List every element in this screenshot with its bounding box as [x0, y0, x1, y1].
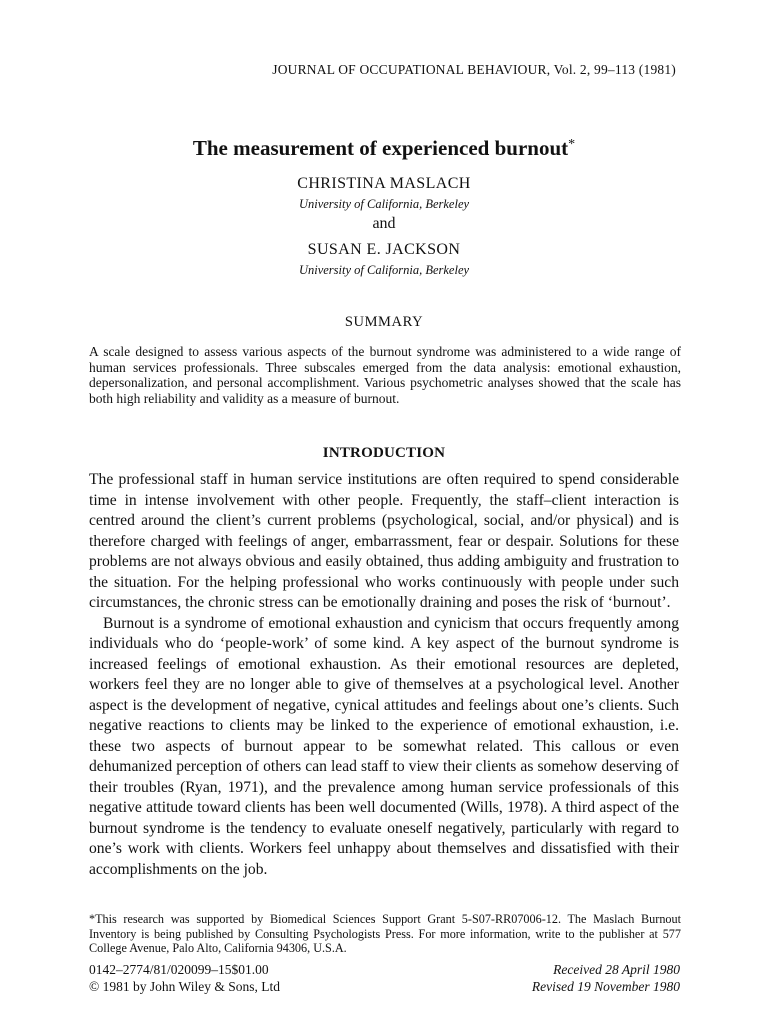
- author-affiliation-2: University of California, Berkeley: [298, 263, 470, 277]
- title-footnote-mark: *: [568, 137, 576, 152]
- summary-text: A scale designed to assess various aspects of the burnout syndrome was administered to a wide range of human services professionals. Three subscales emerged from the data analysis: emotional exhaustion, depersonalization, and personal accomplishment. Various psychometric analyses showed that the scale has both high reliability and validity as a measure of burnout.: [89, 344, 681, 406]
- author-name-2: SUSAN E. JACKSON: [307, 241, 461, 258]
- author-name-1: CHRISTINA MASLACH: [297, 175, 471, 192]
- introduction-heading: INTRODUCTION: [322, 445, 446, 461]
- copyright-line: © 1981 by John Wiley & Sons, Ltd: [89, 978, 280, 994]
- issn-code: 0142–2774/81/020099–15$01.00: [89, 962, 269, 977]
- publication-info: [89, 962, 280, 995]
- footnote: *This research was supported by Biomedical Sciences Support Grant 5-S07-RR07006-12. The Maslach Burnout Inventory is being published by Consulting Psychologists Press. For more information, write to the publisher at 577 College Avenue, Palo Alto, California 94306, U.S.A.: [89, 912, 681, 956]
- introduction-body: [89, 470, 679, 880]
- introduction-paragraph-1: The professional staff in human service institutions are often required to spend considerable time in intense involvement with other people. Frequently, the staff–client interaction is centred around the client’s current problems (psychological, social, and/or physical) and is therefore charged with feelings of anger, embarrassment, fear or despair. Solutions for these problems are not always obvious and easily obtained, thus adding ambiguity and frustration to the situation. For the helping professional who works continuously with people under such circumstances, the chronic stress can be emotionally draining and poses the risk of ‘burnout’.: [89, 471, 679, 611]
- author-affiliation-1: University of California, Berkeley: [298, 197, 470, 211]
- manuscript-dates: [532, 962, 680, 995]
- received-date: Received 28 April 1980: [553, 962, 680, 977]
- summary-heading: SUMMARY: [344, 314, 424, 330]
- author-conjunction: and: [372, 215, 396, 232]
- journal-citation: JOURNAL OF OCCUPATIONAL BEHAVIOUR, Vol. 2, 99–113 (1981): [272, 62, 676, 77]
- revised-date: Revised 19 November 1980: [531, 978, 680, 994]
- introduction-paragraph-2: Burnout is a syndrome of emotional exhaustion and cynicism that occurs frequently among individuals who do ‘people-work’ of some kind. A key aspect of the burnout syndrome is increased feelings of emotional exhaustion. As their emotional resources are depleted, workers feel they are no longer able to give of themselves at a psychological level. Another aspect is the development of negative, cynical attitudes and feelings about one’s clients. Such negative reactions to clients may be linked to the experience of emotional exhaustion, i.e. these two aspects of burnout appear to be somewhat related. This callous or even dehumanized perception of others can lead staff to view their clients as somehow deserving of their troubles (Ryan, 1971), and the prevalence among human service professionals of this negative attitude toward clients has been well documented (Wills, 1978). A third aspect of the burnout syndrome is the tendency to evaluate oneself negatively, particularly with regard to one’s work with clients. Workers feel unhappy about themselves and dissatisfied with their accomplishments on the job.: [89, 614, 679, 878]
- article-title-text: The measurement of experienced burnout: [192, 136, 569, 160]
- article-title: [0, 136, 768, 161]
